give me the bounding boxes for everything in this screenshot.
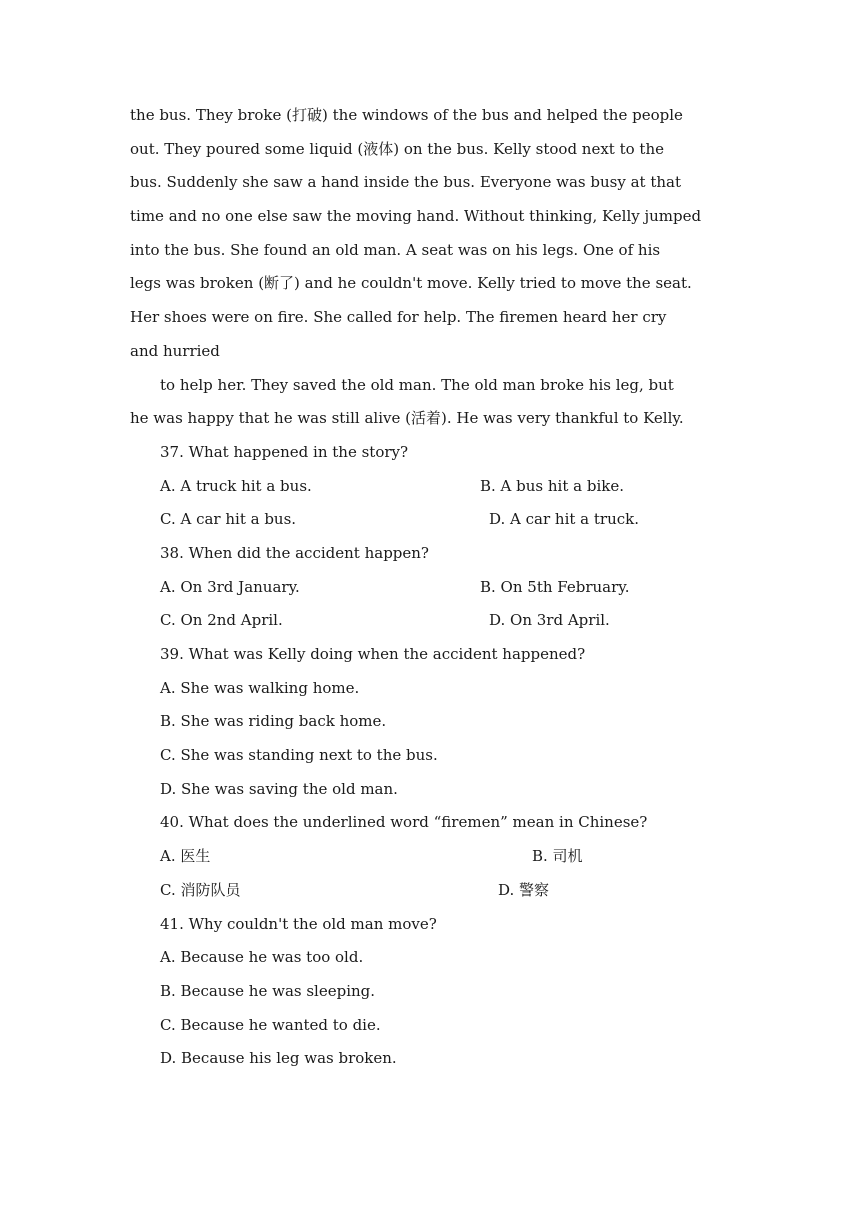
option-b: B. 司机 <box>532 847 583 866</box>
passage-line-text: and hurried <box>130 341 220 360</box>
question-stem: 37. What happened in the story? <box>160 442 409 461</box>
question-stem: 39. What was Kelly doing when the accident happened? <box>160 645 586 663</box>
passage-line <box>130 335 730 369</box>
question-stem: 38. When did the accident happen? <box>160 543 429 562</box>
option-b: B. Because he was sleeping. <box>160 981 376 1000</box>
option-c: C. A car hit a bus. <box>160 510 297 529</box>
option-row <box>130 604 730 638</box>
option-b: B. She was riding back home. <box>160 712 387 731</box>
passage <box>130 99 730 436</box>
passage-line <box>130 402 730 436</box>
passage-line <box>130 133 730 167</box>
passage-line <box>130 369 730 403</box>
option-a: A. 医生 <box>160 847 211 866</box>
passage-line-text: to help her. They saved the old man. The old man broke his leg, but <box>160 375 674 394</box>
passage-line-text: time and no one else saw the moving hand. Without thinking, Kelly jumped <box>130 207 702 226</box>
passage-line-text: Her shoes were on fire. She called for help. The firemen heard her cry <box>130 308 667 327</box>
passage-line <box>130 267 730 301</box>
passage-line-text: bus. Suddenly she saw a hand inside the bus. Everyone was busy at that <box>130 173 681 192</box>
option-b: B. On 5th February. <box>480 577 630 596</box>
passage-line <box>130 99 730 133</box>
question-37 <box>130 436 730 537</box>
option-c: C. On 2nd April. <box>160 611 283 630</box>
question-stem: 41. Why couldn't the old man move? <box>160 914 437 933</box>
passage-line <box>130 301 730 335</box>
passage-line <box>130 200 730 234</box>
passage-line-text: into the bus. She found an old man. A seat was on his legs. One of his <box>130 240 661 259</box>
option-d: D. On 3rd April. <box>489 611 610 630</box>
option-d: D. 警察 <box>498 880 550 899</box>
passage-line <box>130 234 730 268</box>
option-d: D. Because his leg was broken. <box>160 1049 397 1068</box>
passage-line-text: the bus. They broke (打破) the windows of the bus and helped the people <box>130 106 683 124</box>
passage-line-text: he was happy that he was still alive (活着). He was very thankful to Kelly. <box>130 409 684 428</box>
question-38 <box>130 537 730 638</box>
option-row <box>130 840 730 874</box>
option-d: D. She was saving the old man. <box>160 779 398 798</box>
option-row <box>130 874 730 908</box>
option-c: C. Because he wanted to die. <box>160 1015 381 1034</box>
option-row <box>130 503 730 537</box>
option-a: A. She was walking home. <box>160 678 360 697</box>
option-row <box>130 470 730 504</box>
option-row <box>130 571 730 605</box>
option-c: C. She was standing next to the bus. <box>160 746 438 765</box>
option-d: D. A car hit a truck. <box>489 510 639 529</box>
option-b: B. A bus hit a bike. <box>480 476 624 495</box>
option-c: C. 消防队员 <box>160 880 241 899</box>
option-a: A. Because he was too old. <box>160 948 364 967</box>
question-39 <box>130 638 730 806</box>
option-a: A. A truck hit a bus. <box>160 476 312 495</box>
passage-line-text: legs was broken (断了) and he couldn't move. Kelly tried to move the seat. <box>130 274 692 293</box>
passage-line <box>130 166 730 200</box>
option-a: A. On 3rd January. <box>160 577 300 596</box>
question-stem: 40. What does the underlined word “firemen” mean in Chinese? <box>160 813 648 832</box>
passage-line-text: out. They poured some liquid (液体) on the bus. Kelly stood next to the <box>130 139 664 158</box>
question-41 <box>130 908 730 1076</box>
document-page <box>130 99 730 1076</box>
question-40 <box>130 806 730 907</box>
